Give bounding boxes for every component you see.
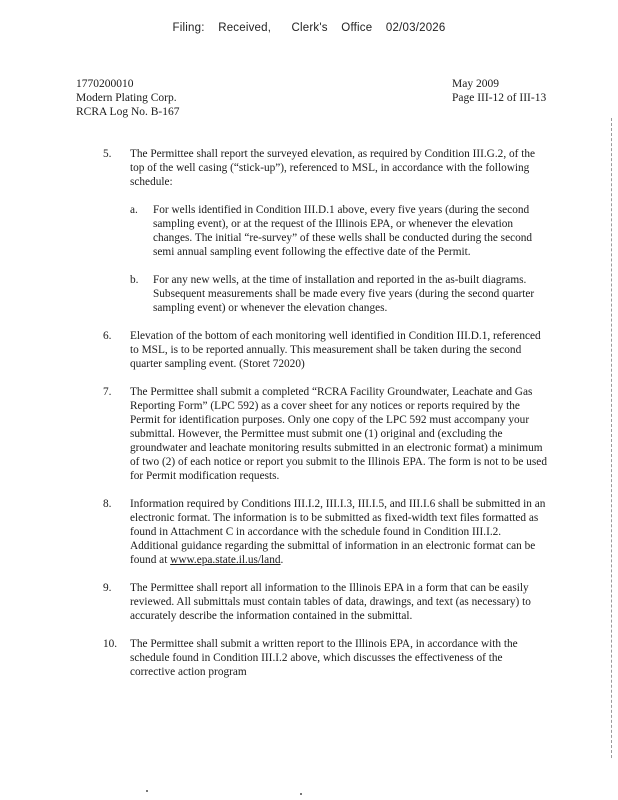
item-text-body: Information required by Conditions III.I.2, III.I.3, III.I.5, and III.I.6 shall be submitted in an electronic format. The information is to be submitted as fixed-width text files formatted as found in Attachment C in accordance with the schedule found in Condition III.I.2. Additional guidance regarding the submittal of information in an electronic format can be found at — [130, 498, 546, 566]
stamp-filing: Filing: — [172, 22, 205, 34]
item-number: 8. — [103, 498, 112, 510]
item-number: 10. — [103, 638, 118, 650]
sub-item-text: For any new wells, at the time of installation and reported in the as-built diagrams. Subsequent measurements shall be made every five years (during the second quarter sampling event) or whenever the elevation changes. — [153, 274, 535, 314]
list-item — [76, 385, 548, 483]
list-item — [76, 637, 548, 679]
scan-speck — [300, 793, 302, 795]
scan-edge-line — [611, 118, 612, 758]
item-text: The Permittee shall report the surveyed elevation, as required by Condition III.G.2, of the top of the well casing (“stick-up”), referenced to MSL, in accordance with the following schedule: — [130, 148, 535, 188]
item-number: 5. — [103, 148, 112, 160]
list-item — [76, 497, 548, 567]
filing-stamp — [0, 22, 618, 34]
document-header-left — [76, 77, 180, 119]
list-item — [76, 581, 548, 623]
document-body — [76, 147, 548, 693]
sub-item — [130, 273, 548, 315]
document-date: May 2009 — [452, 78, 499, 90]
item-text: The Permittee shall submit a written report to the Illinois EPA, in accordance with the schedule found in Condition III.I.2 above, which discusses the effectiveness of the corrective action program — [130, 638, 518, 678]
item-text-tail: . — [280, 554, 284, 566]
stamp-office: Office — [341, 22, 373, 34]
item-text: The Permittee shall submit a completed “RCRA Facility Groundwater, Leachate and Gas Reporting Form” (LPC 592) as a cover sheet for any notices or reports required by the Permit for identification purposes. Only one copy of the LPC 592 must accompany your submittal. However, the Permittee must submit one (1) original and (excluding the groundwater and leachate monitoring results submitted in an electronic format) a minimum of two (2) of each notice or report you submit to the Illinois EPA. The form is not to be used for Permit modification requests. — [130, 386, 547, 482]
sub-item-letter: b. — [130, 274, 139, 286]
scan-speck — [146, 790, 148, 792]
epa-website-link[interactable]: www.epa.state.il.us/land — [170, 554, 281, 566]
item-number: 6. — [103, 330, 112, 342]
list-item — [76, 147, 548, 315]
sub-item — [130, 203, 548, 259]
permit-id: 1770200010 — [76, 78, 134, 90]
item-number: 7. — [103, 386, 112, 398]
page-number: Page III-12 of III-13 — [452, 92, 547, 104]
stamp-received: Received, — [218, 22, 272, 34]
stamp-clerk: Clerk's — [291, 22, 328, 34]
item-number: 9. — [103, 582, 112, 594]
rcra-log-number: RCRA Log No. B-167 — [76, 106, 180, 118]
company-name: Modern Plating Corp. — [76, 92, 177, 104]
item-text: Elevation of the bottom of each monitoring well identified in Condition III.D.1, referenced to MSL, is to be reported annually. This measurement shall be taken during the second quarter sampling event. (Storet 72020) — [130, 330, 541, 370]
item-text — [130, 497, 548, 567]
document-header-right — [452, 77, 546, 105]
item-text: The Permittee shall report all information to the Illinois EPA in a form that can be easily reviewed. All submittals must contain tables of data, drawings, and text (as necessary) to accurately describe the information contained in the submittal. — [130, 582, 531, 622]
sub-item-letter: a. — [130, 204, 138, 216]
stamp-date: 02/03/2026 — [385, 22, 446, 34]
sub-item-text: For wells identified in Condition III.D.1 above, every five years (during the second sampling event), or at the request of the Illinois EPA, or whenever the elevation changes. The initial “re-survey” of these wells shall be conducted during the second semi annual sampling event following the effective date of the Permit. — [153, 204, 533, 258]
list-item — [76, 329, 548, 371]
